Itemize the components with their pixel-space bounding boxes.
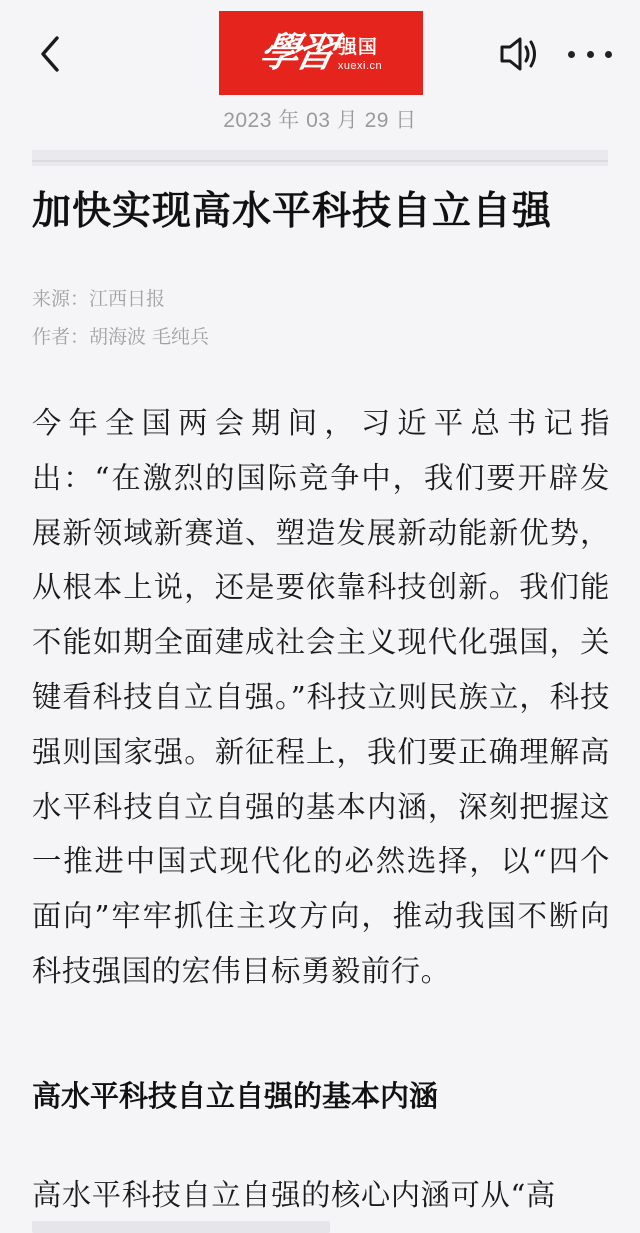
article-author: 作者：胡海波 毛纯兵 <box>32 326 210 348</box>
more-options-button[interactable] <box>568 40 612 68</box>
logo-url-text: xuexi.cn <box>337 60 383 73</box>
top-bar <box>0 0 640 100</box>
more-horizontal-icon <box>568 51 575 58</box>
chevron-left-icon <box>39 36 61 72</box>
publish-date: 2023 年 03 月 29 日 <box>223 109 417 132</box>
bottom-toolbar-edge <box>32 1221 330 1233</box>
back-button[interactable] <box>30 30 70 78</box>
logo-brand-text: 强国 <box>337 36 378 59</box>
audio-button[interactable] <box>498 34 540 74</box>
xuexi-logo <box>219 11 423 95</box>
article-title: 加快实现高水平科技自立自强 <box>32 188 553 234</box>
article-source: 来源：江西日报 <box>32 288 166 310</box>
article-paragraph: 今年全国两会期间，习近平总书记指出：“在激烈的国际竞争中，我们要开辟发展新领域新赛道、塑造发展新动能新优势，从根本上说，还是要依靠科技创新。我们能不能如期全面建成社会主义现代化强国，关键看科技自立自强。”科技立则民族立，科技强则国家强。新征程上，我们要正确理解高水平科技自立自强的基本内涵，深刻把握这一推进中国式现代化的必然选择，以“四个面向”牢牢抓住主攻方向，推动我国不断向科技强国的宏伟目标勇毅前行。 <box>32 406 610 988</box>
logo-script-text: 學習 <box>254 29 337 76</box>
header-divider-line <box>32 160 608 162</box>
article-paragraph: 高水平科技自立自强的核心内涵可从“高 <box>32 1178 556 1212</box>
header-divider <box>32 150 608 166</box>
speaker-icon <box>498 34 540 74</box>
section-heading: 高水平科技自立自强的基本内涵 <box>32 1079 439 1113</box>
